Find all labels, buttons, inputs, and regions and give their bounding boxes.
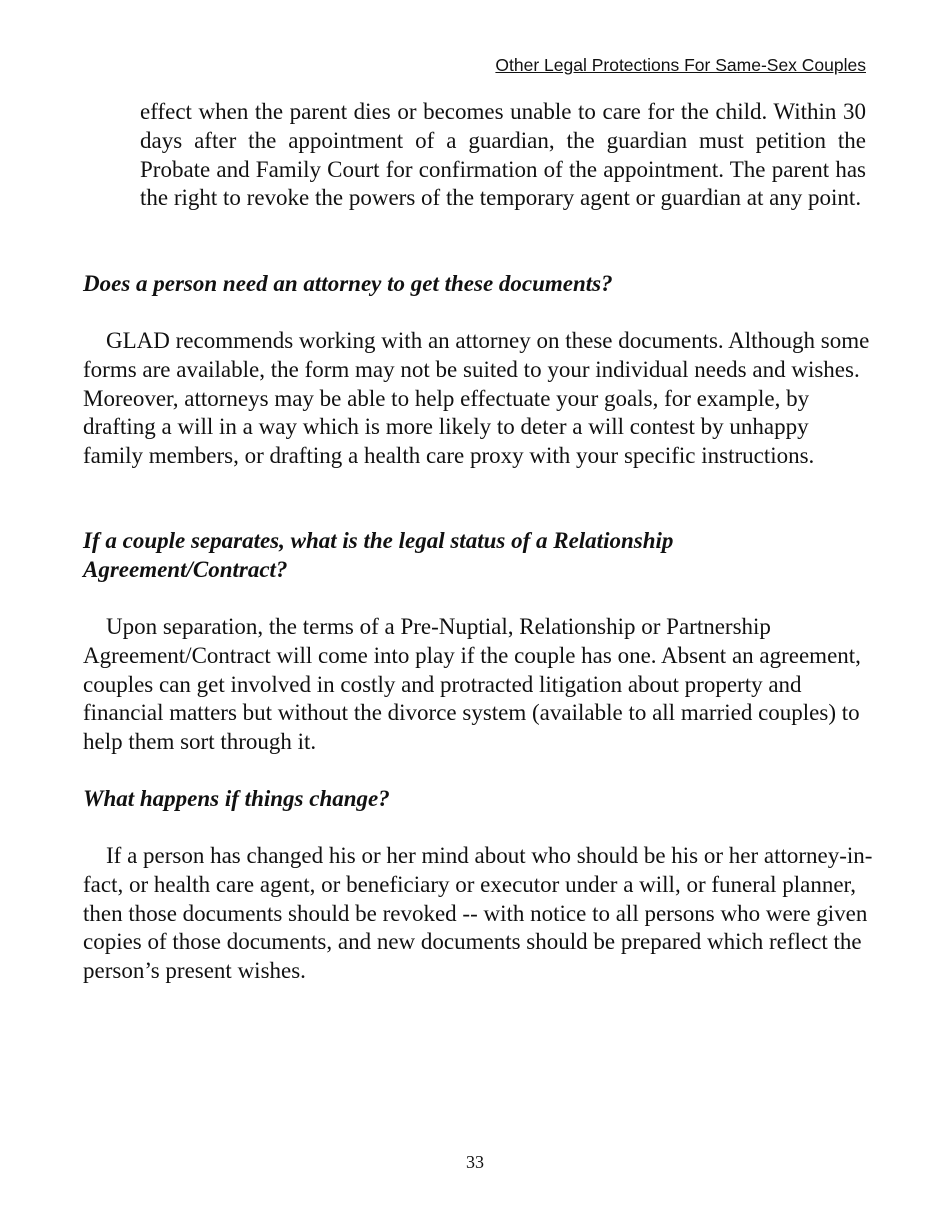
question-heading-changes: What happens if things change? (83, 786, 390, 811)
question-heading-separation: If a couple separates, what is the legal status of a Relationship Agreement/Contract? (83, 528, 674, 582)
answer-paragraph-separation: Upon separation, the terms of a Pre-Nuptial, Relationship or Partnership Agreement/Contract will come into play if the couple has one. Absent an agreement, couples can get involved in costly and protracted litigation about property and financial matters but without the divorce system (available to all married couples) to help them sort through it. (83, 614, 861, 755)
running-header-title: Other Legal Protections For Same-Sex Couples (495, 55, 866, 75)
intro-paragraph: effect when the parent dies or becomes unable to care for the child. Within 30 days after the appointment of a guardian, the guardian must petition the Probate and Family Court for confirmation of the appointment. The parent has the right to revoke the powers of the temporary agent or guardian at any point. (140, 99, 866, 211)
question-heading-attorney: Does a person need an attorney to get these documents? (83, 271, 613, 296)
answer-paragraph-changes: If a person has changed his or her mind about who should be his or her attorney-in-fact, or health care agent, or beneficiary or executor under a will, or funeral planner, then those documents should be revoked -- with notice to all persons who were given copies of those documents, and new documents should be prepared which reflect the person’s present wishes. (83, 843, 873, 984)
answer-paragraph-attorney: GLAD recommends working with an attorney on these documents. Although some forms are available, the form may not be suited to your individual needs and wishes. Moreover, attorneys may be able to help effectuate your goals, for example, by drafting a will in a way which is more likely to deter a will contest by unhappy family members, or drafting a health care proxy with your specific instructions. (83, 328, 870, 469)
page-number: 33 (466, 1152, 484, 1172)
